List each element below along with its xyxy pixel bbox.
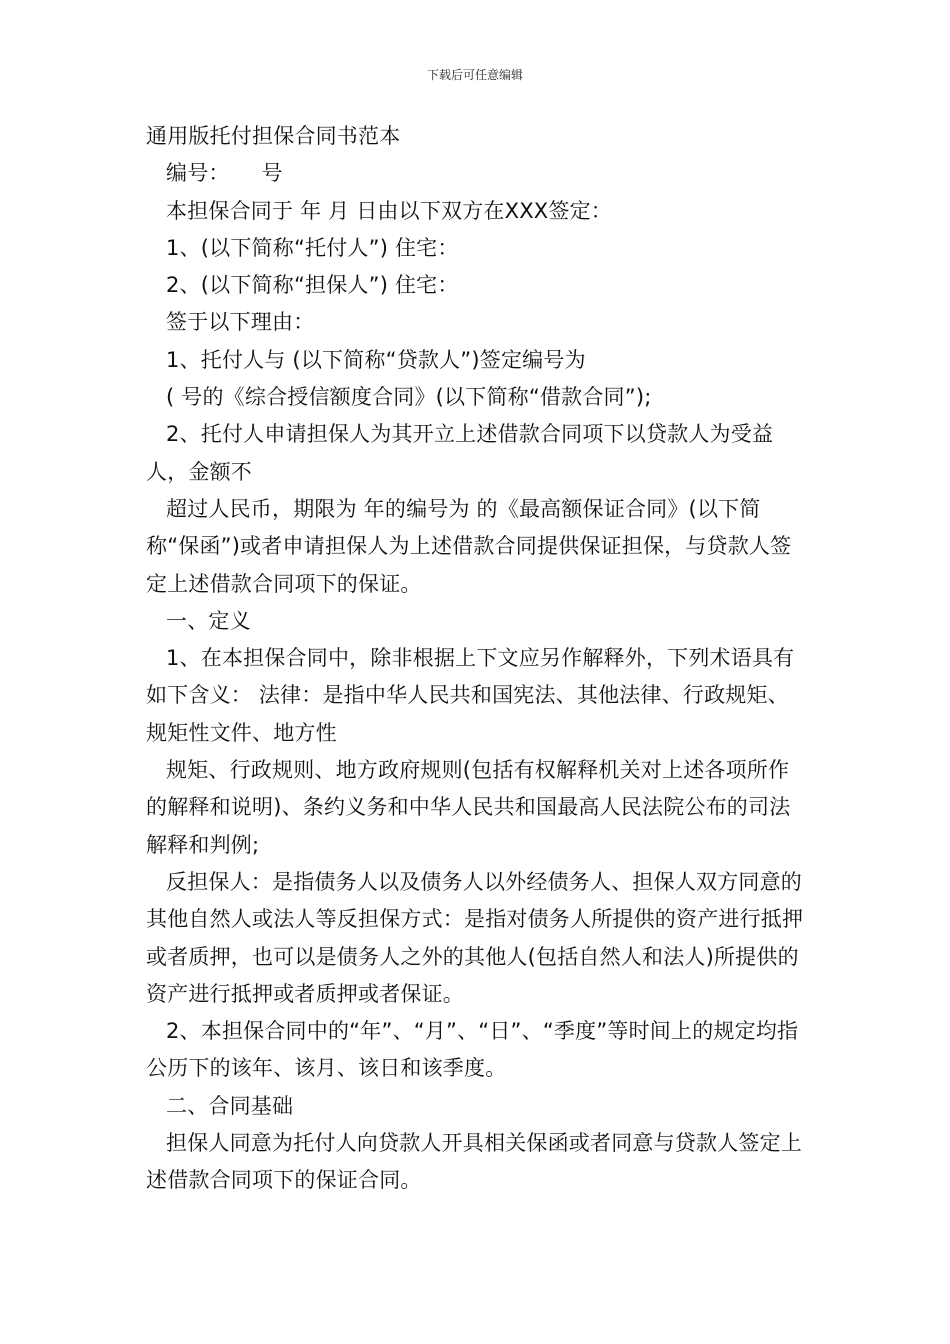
recital-2-continued: 超过人民币，期限为 年的编号为 的《最高额保证合同》(以下简称“保函”)或者申请担保人为上述借款合同提供保证担保，与贷款人签定上述借款合同项下的保证。	[146, 496, 792, 596]
definitions-clause-1-continued: 规矩、行政规则、地方政府规则(包括有权解释机关对上述各项所作的解释和说明)、条约义务和中华人民共和国最高人民法院公布的司法解释和判例;	[146, 758, 791, 857]
document-title: 通用版托付担保合同书范本	[146, 124, 401, 148]
recital-1: 1、托付人与 (以下简称“贷款人”)签定编号为	[166, 347, 586, 372]
party-guarantor: 2、(以下简称“担保人”) 住宅：	[166, 273, 459, 298]
signing-statement: 本担保合同于 年 月 日由以下双方在XXX签定：	[166, 198, 612, 223]
party-principal: 1、(以下简称“托付人”) 住宅：	[166, 235, 459, 260]
definitions-clause-2: 2、本担保合同中的“年”、“月”、“日”、“季度”等时间上的规定均指公历下的该年、该月、该日和该季度。	[146, 1019, 799, 1081]
definition-counter-guarantor: 反担保人：是指债务人以及债务人以外经债务人、担保人双方同意的其他自然人或法人等反担保方式：是指对债务人所提供的资产进行抵押或者质押，也可以是债务人之外的其他人(包括自然人和法人)所提供的资产进行抵押或者质押或者保证。	[146, 869, 804, 1006]
page-header-note: 下载后可任意编辑	[426, 68, 523, 82]
contract-basis-clause: 担保人同意为托付人向贷款人开具相关保函或者同意与贷款人签定上述借款合同项下的保证合同。	[146, 1131, 802, 1193]
recital-2: 2、托付人申请担保人为其开立上述借款合同项下以贷款人为受益人，金额不	[146, 422, 774, 484]
contract-number-line: 编号： 号	[166, 161, 283, 186]
document-body	[146, 118, 810, 1200]
recitals-heading: 签于以下理由：	[166, 310, 315, 335]
section-2-heading: 二、合同基础	[166, 1093, 294, 1118]
definitions-clause-1: 1、在本担保合同中，除非根据上下文应另作解释外，下列术语具有如下含义： 法律：是指中华人民共和国宪法、其他法律、行政规矩、规矩性文件、地方性	[146, 646, 795, 745]
recital-1-continued: ( 号的《综合授信额度合同》(以下简称“借款合同”);	[166, 385, 652, 410]
section-1-heading: 一、定义	[166, 608, 251, 633]
